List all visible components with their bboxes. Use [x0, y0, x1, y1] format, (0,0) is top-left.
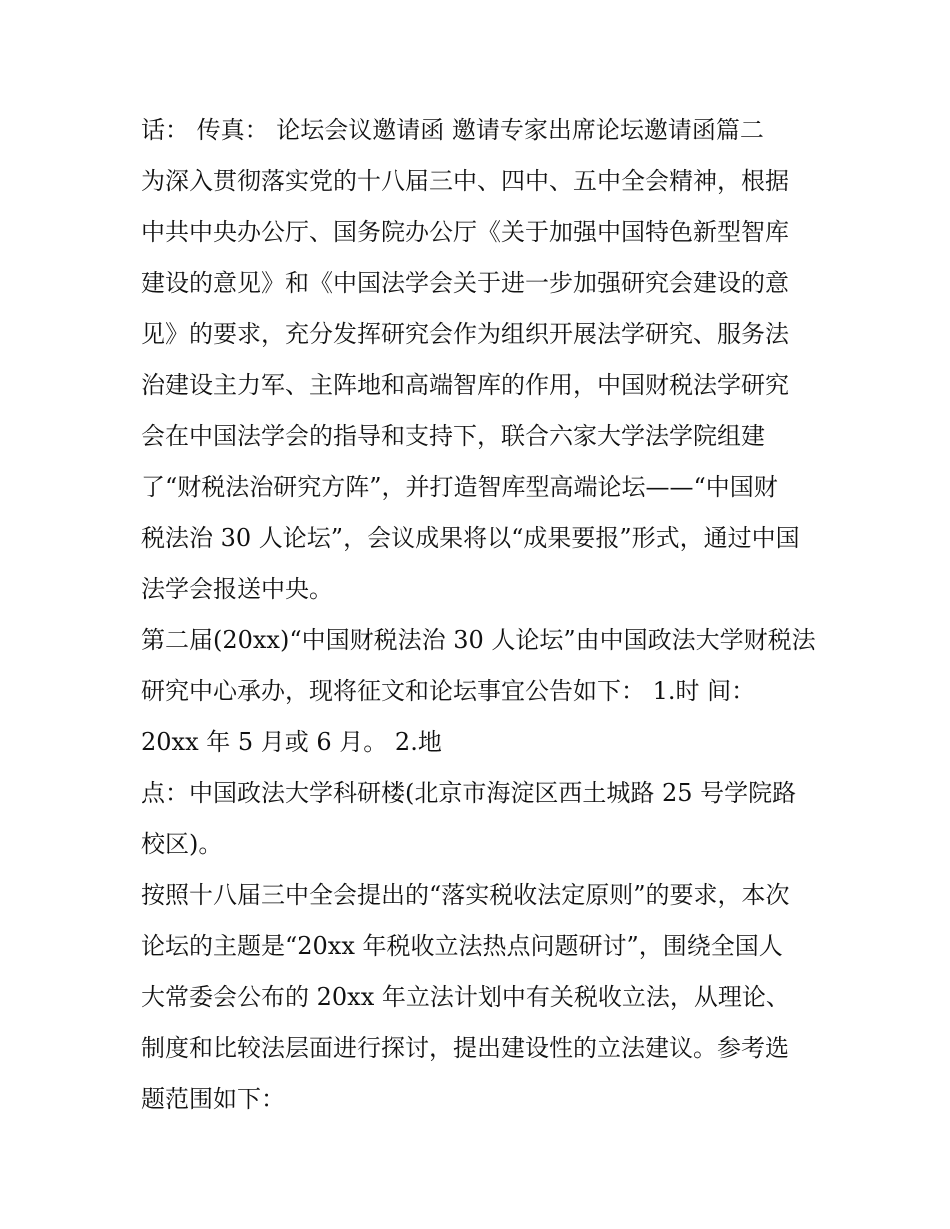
text-line: 第二届(20xx)“中国财税法治 30 人论坛”由中国政法大学财税法 — [141, 626, 816, 654]
text-line: 中共中央办公厅、国务院办公厅《关于加强中国特色新型智库 — [141, 218, 789, 246]
text-line: 制度和比较法层面进行探讨，提出建设性的立法建议。参考选 — [141, 1034, 789, 1062]
text-line: 建设的意见》和《中国法学会关于进一步加强研究会建设的意 — [141, 269, 789, 297]
text-line: 会在中国法学会的指导和支持下，联合六家大学法学院组建 — [141, 422, 765, 450]
text-line: 题范围如下： — [141, 1085, 285, 1113]
text-line: 话： 传真： 论坛会议邀请函 邀请专家出席论坛邀请函篇二 — [141, 116, 764, 144]
text-line: 按照十八届三中全会提出的“落实税收法定原则”的要求，本次 — [141, 881, 790, 909]
text-line: 了“财税法治研究方阵”，并打造智库型高端论坛——“中国财 — [141, 473, 778, 501]
text-line: 研究中心承办，现将征文和论坛事宜公告如下： 1.时 间： — [141, 677, 756, 705]
text-line: 为深入贯彻落实党的十八届三中、四中、五中全会精神，根据 — [141, 167, 789, 195]
text-line: 20xx 年 5 月或 6 月。 2.地 — [141, 728, 442, 756]
text-line: 论坛的主题是“20xx 年税收立法热点问题研讨”，围绕全国人 — [141, 932, 783, 960]
text-line: 大常委会公布的 20xx 年立法计划中有关税收立法，从理论、 — [141, 983, 790, 1011]
text-line: 税法治 30 人论坛”，会议成果将以“成果要报”形式，通过中国 — [141, 524, 800, 552]
text-line: 治建设主力军、主阵地和高端智库的作用，中国财税法学研究 — [141, 371, 789, 399]
text-line: 法学会报送中央。 — [141, 575, 333, 603]
text-line: 校区)。 — [141, 830, 223, 858]
text-line: 见》的要求，充分发挥研究会作为组织开展法学研究、服务法 — [141, 320, 789, 348]
text-line: 点：中国政法大学科研楼(北京市海淀区西土城路 25 号学院路 — [141, 779, 797, 807]
document-body — [141, 110, 821, 1130]
